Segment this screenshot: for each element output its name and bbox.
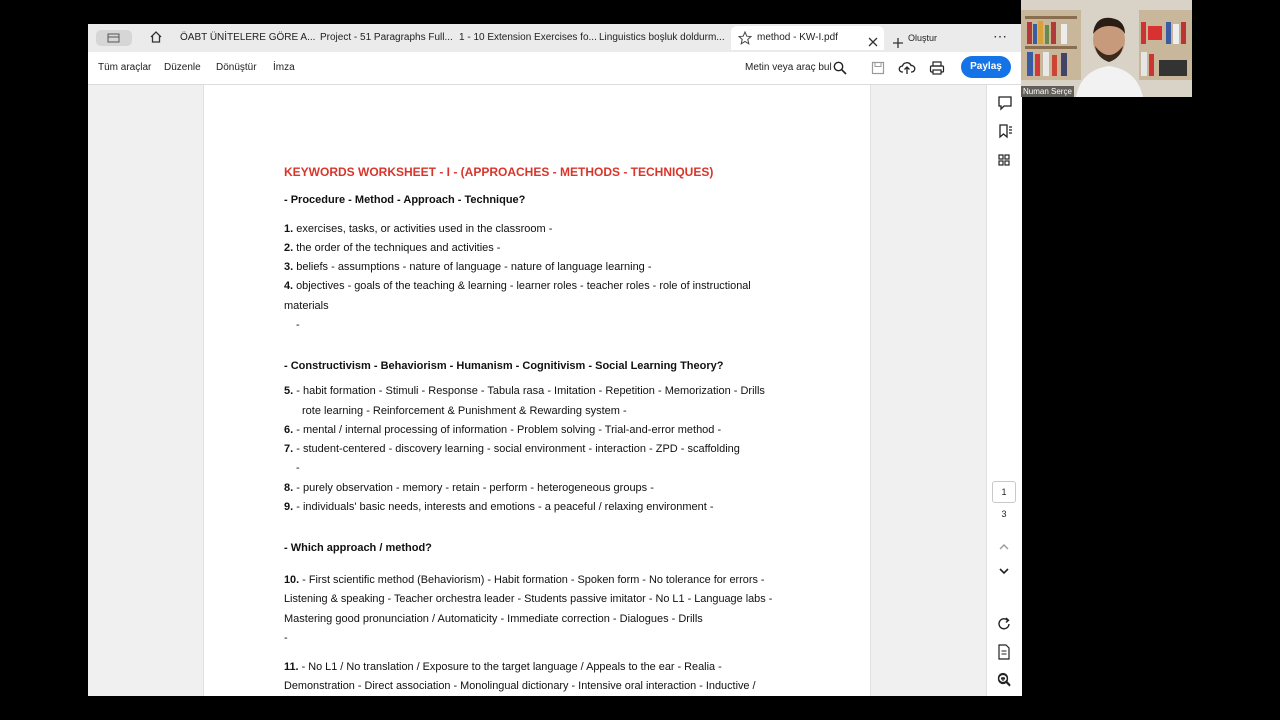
- webcam-overlay: [1021, 0, 1192, 97]
- placeholder-dash: -: [296, 319, 300, 331]
- list-item-continuation: Mastering good pronunciation / Automaticity - Immediate correction - Dialogues - Drills: [284, 613, 703, 625]
- tab-oabt[interactable]: [180, 26, 316, 50]
- menu-all-tools[interactable]: Tüm araçlar: [98, 62, 152, 73]
- section-heading-3: - Which approach / method?: [284, 542, 432, 554]
- new-tab-label: Oluştur: [908, 33, 938, 43]
- list-item: [284, 261, 792, 273]
- item-text: - habit formation - Stimuli - Response - Tabula rasa - Imitation - Repetition - Memorization - Drills: [293, 385, 765, 397]
- menu-convert[interactable]: Dönüştür: [216, 62, 257, 73]
- upload-cloud-icon[interactable]: [899, 60, 915, 81]
- list-item-continuation: materials: [284, 300, 329, 312]
- list-item-continuation: rote learning - Reinforcement & Punishment & Rewarding system -: [302, 405, 627, 417]
- item-text: the order of the techniques and activities -: [293, 242, 501, 254]
- thumbnails-grid-icon[interactable]: [997, 153, 1011, 172]
- share-button[interactable]: [961, 56, 1011, 78]
- pdf-viewer-window: [88, 24, 1021, 696]
- list-item: [284, 482, 792, 494]
- page-edit-icon[interactable]: [997, 644, 1011, 665]
- list-item: [284, 661, 792, 673]
- item-number: 10.: [284, 574, 300, 586]
- current-page-number: 1: [1001, 487, 1007, 497]
- list-item: [284, 574, 792, 586]
- tab-project[interactable]: [320, 26, 453, 50]
- document-viewer[interactable]: [88, 85, 986, 696]
- item-text: - mental / internal processing of information - Problem solving - Trial-and-error method -: [293, 424, 722, 436]
- item-number: 7.: [284, 443, 294, 455]
- webcam-person-image: [1021, 0, 1192, 97]
- comment-icon[interactable]: [997, 95, 1013, 116]
- item-text: - No L1 / No translation / Exposure to the target language / Appeals to the ear - Realia -: [298, 661, 722, 673]
- save-icon[interactable]: [871, 61, 885, 80]
- item-text: - purely observation - memory - retain - perform - heterogeneous groups -: [293, 482, 654, 494]
- chevron-down-icon[interactable]: [998, 563, 1010, 581]
- chevron-up-icon[interactable]: [998, 539, 1010, 557]
- home-icon[interactable]: [149, 30, 163, 49]
- webcam-name-label: Numan Serçe: [1023, 87, 1072, 96]
- workspaces-icon[interactable]: [96, 30, 132, 46]
- list-item-continuation: Demonstration - Direct association - Monolingual dictionary - Intensive oral interaction - Inductive /: [284, 680, 756, 692]
- list-item: [284, 443, 792, 455]
- print-icon[interactable]: [929, 60, 945, 81]
- menu-sign[interactable]: İmza: [273, 62, 295, 73]
- item-number: 9.: [284, 501, 294, 513]
- list-item: [284, 242, 792, 254]
- list-item: [284, 385, 792, 397]
- tab-method-kw-i[interactable]: [731, 26, 884, 50]
- toolbar: [88, 52, 1021, 85]
- search-icon[interactable]: [833, 61, 847, 80]
- tab-label: method - KW-I.pdf: [757, 32, 838, 43]
- list-item: [284, 501, 792, 513]
- total-pages: 3: [1001, 509, 1007, 519]
- share-label: Paylaş: [970, 61, 1002, 72]
- pdf-page: [203, 85, 871, 696]
- zoom-out-icon[interactable]: [997, 672, 1011, 691]
- placeholder-dash: -: [284, 632, 288, 644]
- item-number: 3.: [284, 261, 294, 273]
- tab-linguistics[interactable]: [599, 26, 724, 50]
- tab-label: Project - 51 Paragraphs Full...: [320, 32, 453, 43]
- current-page-input[interactable]: [992, 481, 1016, 503]
- tab-label: 1 - 10 Extension Exercises fo...: [459, 32, 597, 43]
- item-text: beliefs - assumptions - nature of language - nature of language learning -: [293, 261, 652, 273]
- item-number: 6.: [284, 424, 294, 436]
- tab-extension-exercises[interactable]: [459, 26, 597, 50]
- worksheet-title: KEYWORDS WORKSHEET - I - (APPROACHES - METHODS - TECHNIQUES): [284, 165, 714, 179]
- section-heading-2: - Constructivism - Behaviorism - Humanism - Cognitivism - Social Learning Theory?: [284, 360, 724, 372]
- placeholder-dash: -: [296, 462, 300, 474]
- tab-label: ÖABT ÜNİTELERE GÖRE A...: [180, 32, 316, 43]
- item-text: - student-centered - discovery learning - social environment - interaction - ZPD - scaffolding: [293, 443, 740, 455]
- item-number: 11.: [284, 661, 299, 673]
- menu-edit[interactable]: Düzenle: [164, 62, 201, 73]
- new-tab-button[interactable]: [891, 26, 951, 50]
- item-text: - First scientific method (Behaviorism) - Habit formation - Spoken form - No tolerance for errors -: [299, 574, 765, 586]
- bookmark-icon[interactable]: [997, 123, 1013, 144]
- tab-label: Linguistics boşluk doldurm...: [599, 32, 725, 43]
- item-text: exercises, tasks, or activities used in the classroom -: [293, 223, 553, 235]
- right-tool-rail: [986, 85, 1022, 696]
- item-text: objectives - goals of the teaching & learning - learner roles - teacher roles - role of instructional: [293, 280, 751, 292]
- item-number: 4.: [284, 280, 294, 292]
- item-number: 8.: [284, 482, 294, 494]
- list-item: [284, 424, 792, 436]
- section-heading-1: - Procedure - Method - Approach - Technique?: [284, 194, 526, 206]
- tab-bar: [88, 24, 1021, 52]
- refresh-icon[interactable]: [997, 617, 1011, 636]
- more-options-icon[interactable]: ⋯: [993, 28, 1007, 44]
- item-number: 1.: [284, 223, 294, 235]
- item-number: 2.: [284, 242, 294, 254]
- find-text-or-tools[interactable]: Metin veya araç bul: [745, 62, 832, 73]
- list-item: [284, 223, 792, 235]
- item-text: - individuals' basic needs, interests and emotions - a peaceful / relaxing environment -: [293, 501, 714, 513]
- item-number: 5.: [284, 385, 294, 397]
- list-item: [284, 280, 792, 292]
- list-item-continuation: Listening & speaking - Teacher orchestra leader - Students passive imitator - No L1 - Language labs -: [284, 593, 773, 605]
